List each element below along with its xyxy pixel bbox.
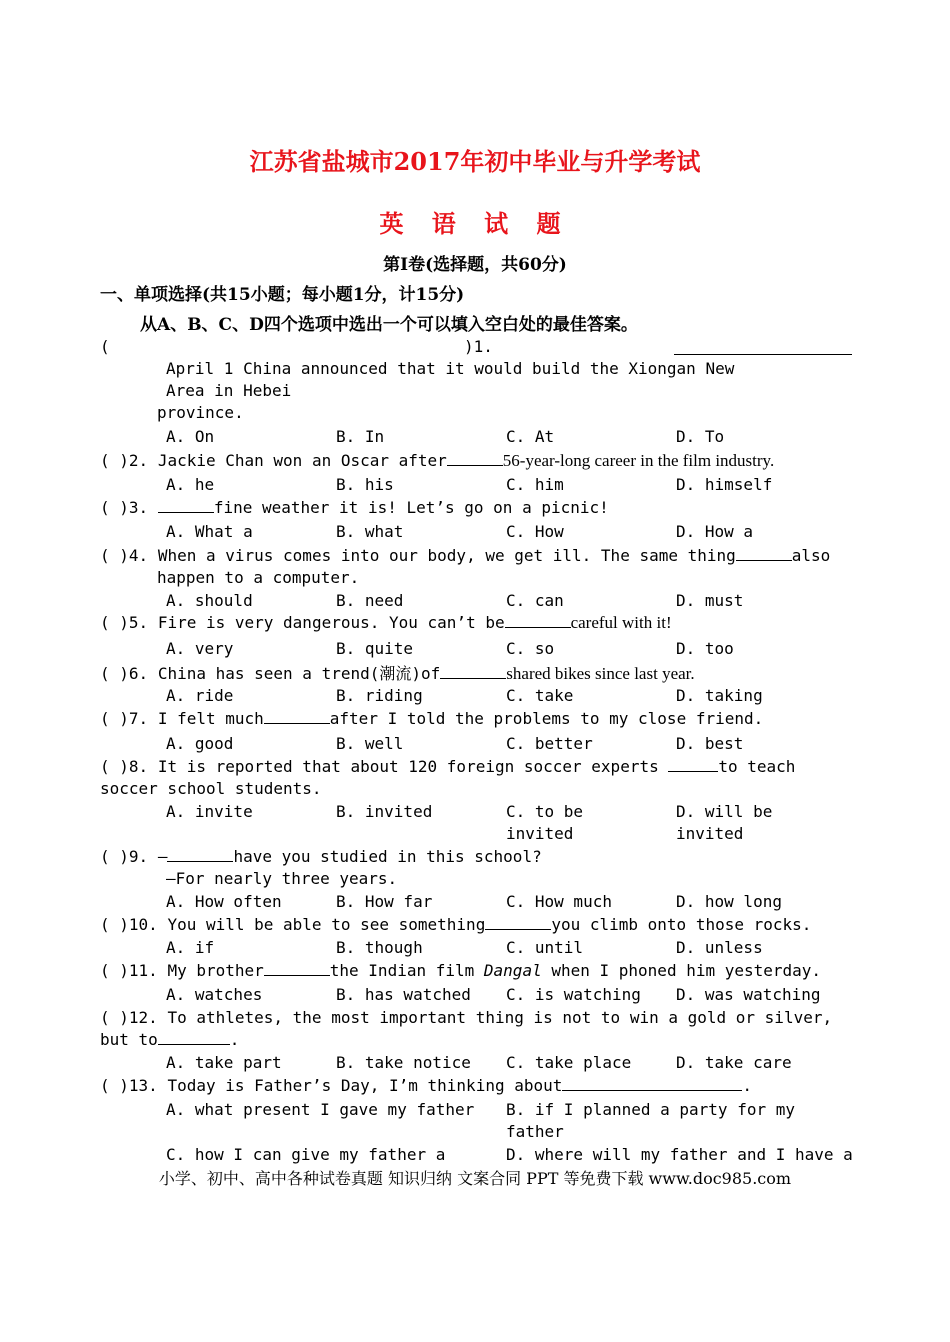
option-d: D. unless xyxy=(676,938,763,957)
answer-blank xyxy=(562,1076,742,1091)
option-a: A. should xyxy=(166,591,253,610)
option-d: D. how long xyxy=(676,892,782,911)
option-d: D. himself xyxy=(676,475,773,494)
part-heading: 第Ⅰ卷(选择题，共60分) xyxy=(383,255,567,275)
option-c: C. is watching xyxy=(506,985,641,1004)
film-title: Dangal xyxy=(483,961,542,980)
exam-page: 江苏省盐城市2017年初中毕业与升学考试 英 语 试 题 第Ⅰ卷(选择题，共60分) 一、单项选择(共15小题；每小题1分，计15分) 从A、B、C、D四个选项中选出一个可以填入空白处的最佳答案。 ( )1. April 1 China announced that it would build the Xiongan New Area in Hebei province. A. On B. In C. At D. To ( )2. Jackie Chan won an Oscar after 56-year-long career in the film industry. A. he B. his C. him D. himself ( )3. fine weather it is! Let’s go on a picnic! A. What a B. what C. How D. How a ( )4. When a virus comes into our body, we get ill. The same thing also happen to a computer. A. should B. need C. can D. must ( )5. Fire is very dangerous. You can’t be careful with it! A. very B. quite C. so D. too ( )6. China has seen a trend(潮流)of shared bikes since last year. A. ride B. riding C. take D. taking ( )7. I felt much after I told the problems to my close friend. A. good B. well C. better D. best ( )8. It is reported that about 120 foreign soccer experts to teach soccer school students. A. invite B. invited C. to be invited D. will be invited ( )9. — have you studied in this school? —For nearly three years. A. How often B. How far C. How much D. how long ( )10. You will be able to see something you climb onto those rocks. A. if B. though C. until D. unless ( )11. My brother the Indian film Dangal when I phoned him yesterday. A. watches B. has watched C. is watching D. was watching ( )12. To athletes, the most important thing is not to win a gold or silver, but to . A. take part B. take notice C. take place D. take care ( )13. Today is Father’s Day, I’m thinking about . A. what present I gave my father B. if I planned a party for my father C. how I can give my father a D. where will my father and I have a 小学、初中、高中各种试卷真题 知识归纳 文案合同 PPT 等免费下载 www.doc985.com xyxy=(0,0,950,1342)
option-c: C. At xyxy=(506,427,555,446)
option-b: B. his xyxy=(336,475,394,494)
answer-blank xyxy=(505,613,571,628)
option-c: C. better xyxy=(506,734,593,753)
exam-title: 江苏省盐城市2017年初中毕业与升学考试 xyxy=(249,147,701,176)
option-c: C. How much xyxy=(506,892,612,911)
option-a: A. invite xyxy=(166,802,253,821)
answer-blank xyxy=(158,498,214,513)
option-a: A. On xyxy=(166,427,215,446)
option-a: A. very xyxy=(166,639,234,658)
answer-blank xyxy=(447,451,503,466)
option-d: D. too xyxy=(676,639,734,658)
option-c: C. how I can give my father a xyxy=(166,1145,446,1164)
section-heading: 一、单项选择(共15小题；每小题1分，计15分) xyxy=(100,285,465,305)
option-d: D. How a xyxy=(676,522,754,541)
option-c-cont: invited xyxy=(506,824,574,843)
option-b: B. riding xyxy=(336,686,423,705)
option-d-cont: invited xyxy=(676,824,744,843)
option-c: C. so xyxy=(506,639,555,658)
answer-blank xyxy=(264,961,330,976)
option-c: C. him xyxy=(506,475,564,494)
option-d: D. will be xyxy=(676,802,773,821)
option-d: D. To xyxy=(676,427,725,446)
option-a: A. good xyxy=(166,734,234,753)
answer-blank xyxy=(736,546,792,561)
option-d: D. was watching xyxy=(676,985,821,1004)
option-d: D. must xyxy=(676,591,744,610)
option-b: B. In xyxy=(336,427,385,446)
option-d: D. taking xyxy=(676,686,763,705)
option-b: B. though xyxy=(336,938,423,957)
option-a: A. How often xyxy=(166,892,282,911)
option-b: B. if I planned a party for my xyxy=(506,1100,795,1119)
option-b: B. quite xyxy=(336,639,414,658)
option-a: A. what present I gave my father xyxy=(166,1100,475,1119)
option-b: B. what xyxy=(336,522,404,541)
option-d: D. take care xyxy=(676,1053,792,1072)
option-c: C. can xyxy=(506,591,564,610)
option-a: A. he xyxy=(166,475,215,494)
option-b: B. How far xyxy=(336,892,433,911)
instruction: 从A、B、C、D四个选项中选出一个可以填入空白处的最佳答案。 xyxy=(140,315,638,335)
answer-blank xyxy=(158,1030,230,1045)
option-a: A. take part xyxy=(166,1053,282,1072)
option-c: C. How xyxy=(506,522,564,541)
option-a: A. ride xyxy=(166,686,234,705)
option-c: C. until xyxy=(506,938,584,957)
exam-subtitle: 英 语 试 题 xyxy=(379,209,571,238)
answer-blank xyxy=(167,847,233,862)
option-b: B. need xyxy=(336,591,404,610)
option-c: C. take place xyxy=(506,1053,632,1072)
answer-blank xyxy=(264,709,330,724)
footer-banner: 小学、初中、高中各种试卷真题 知识归纳 文案合同 PPT 等免费下载 www.doc985.com xyxy=(158,1169,792,1188)
option-a: A. if xyxy=(166,938,215,957)
answer-blank xyxy=(674,340,852,355)
option-d: D. where will my father and I have a xyxy=(506,1145,853,1164)
answer-blank xyxy=(668,757,718,772)
option-c: C. take xyxy=(506,686,574,705)
option-b: B. invited xyxy=(336,802,433,821)
option-b: B. well xyxy=(336,734,404,753)
answer-blank xyxy=(440,664,506,679)
option-d: D. best xyxy=(676,734,744,753)
option-b: B. take notice xyxy=(336,1053,471,1072)
option-c: C. to be xyxy=(506,802,584,821)
option-b: B. has watched xyxy=(336,985,471,1004)
option-a: A. What a xyxy=(166,522,253,541)
option-b-cont: father xyxy=(506,1122,564,1141)
answer-blank xyxy=(485,915,551,930)
option-a: A. watches xyxy=(166,985,263,1004)
